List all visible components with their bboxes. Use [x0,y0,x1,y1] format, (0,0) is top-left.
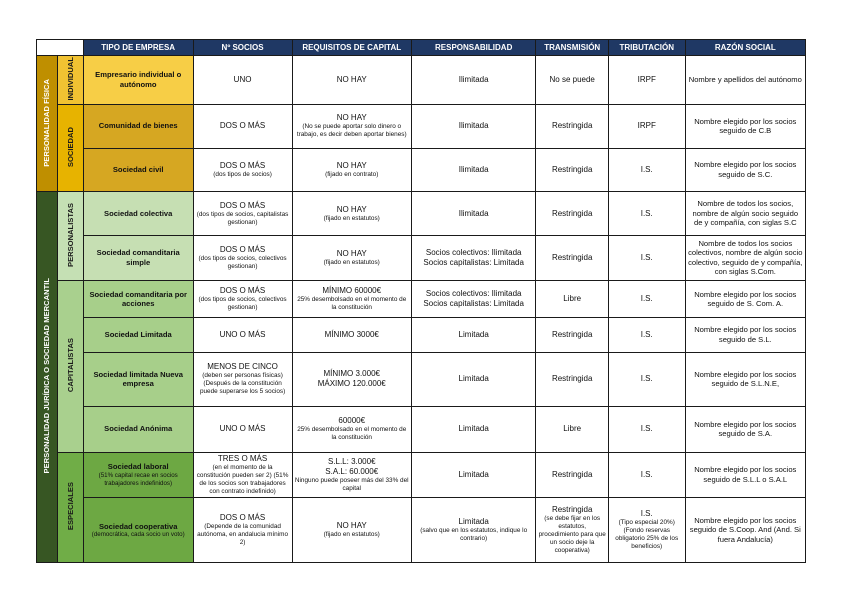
cell-socios-value: DOS O MÁS [219,286,266,296]
cell-tributacion-value: I.S. [640,252,653,262]
cell-tributacion [608,148,685,192]
cell-capital [292,498,411,563]
cell-responsabilidad [411,148,536,192]
cell-capital [292,148,411,192]
razon-social-text: Nombre y apellidos del autónomo [688,75,802,85]
cell-capital-value: NO HAY [336,74,367,84]
cell-socios [193,498,292,563]
cell-capital-value: 60000€ [338,416,366,426]
cell-socios-value: UNO [233,74,252,84]
tipo-label: Comunidad de bienes [98,121,178,131]
cell-transmision [536,148,608,192]
tipo-label: Sociedad laboral [107,462,169,472]
table-row [37,148,806,192]
cell-transmision [536,352,608,406]
cell-responsabilidad-value: Ilimitada [458,121,489,131]
cell-socios [193,452,292,498]
cell-tributacion [608,56,685,105]
company-types-table [36,39,806,563]
group-personalidad-juridica [37,192,58,563]
cell-responsabilidad [411,318,536,352]
cell-tributacion-value: I.S. [640,294,653,304]
cell-capital [292,406,411,452]
cell-responsabilidad [411,406,536,452]
cell-razon-social [685,148,805,192]
cell-razon-social [685,104,805,148]
cell-transmision [536,192,608,236]
table-row [37,56,806,105]
cell-tipo-empresa [83,56,193,105]
cell-capital-value: NO HAY [336,204,367,214]
tipo-label: Sociedad limitada Nueva empresa [93,369,183,389]
cell-tributacion [608,452,685,498]
cell-responsabilidad-value: Limitada [458,424,489,434]
cell-razon-social [685,318,805,352]
cell-socios-value: TRES O MÁS [217,453,268,463]
cell-socios-value: UNO O MÁS [219,424,266,434]
razon-social-text: Nombre elegido por los socios seguido de S. Com. A. [694,289,797,309]
cell-responsabilidad [411,236,536,281]
tipo-label: Sociedad Limitada [104,330,172,340]
cell-responsabilidad-value: Limitada [458,374,489,384]
table-row [37,318,806,352]
cell-razon-social [685,406,805,452]
table-row [37,406,806,452]
cell-capital-note: (fijado en contrato) [325,170,379,178]
tipo-label: Sociedad Anónima [104,424,173,434]
cell-transmision-value: Restringida [551,164,593,174]
cell-razon-social [685,192,805,236]
table-row [37,352,806,406]
subgroup-sociedad [58,104,84,191]
cell-socios-note: (dos tipos de socios) [213,170,272,178]
cell-razon-social [685,352,805,406]
razon-social-text: Nombre elegido por los socios seguido de S.L.N.E, [694,369,797,389]
cell-tributacion-value: IRPF [637,121,656,131]
cell-socios [193,406,292,452]
subgroup-personalistas-label: PERSONALISTAS [65,202,75,267]
razon-social-text: Nombre elegido por los socios seguido de S.L. [694,325,797,344]
cell-transmision-note: (se debe fijar en los estatutos, procedimiento para que un socio deje la cooperativa) [538,515,606,555]
cell-tributacion-value: I.S. [640,424,653,434]
cell-tributacion [608,318,685,352]
cell-capital-note: 25% desembolsado en el momento de la constitución [297,296,407,312]
cell-capital [292,280,411,317]
cell-tributacion [608,498,685,563]
cell-capital-value: NO HAY [336,160,367,170]
cell-responsabilidad [411,498,536,563]
razon-social-text: Nombre elegido por los socios seguido de S.A. [694,419,797,439]
cell-responsabilidad [411,56,536,105]
header-capital: REQUISITOS DE CAPITAL [292,40,411,56]
cell-razon-social [685,56,805,105]
cell-tributacion [608,236,685,281]
cell-socios-value: DOS O MÁS [219,160,266,170]
cell-socios-value: DOS O MÁS [219,244,266,254]
cell-socios-value: DOS O MÁS [219,121,266,131]
tipo-note: (51% capital recae en socios trabajadores indefinidos) [98,471,178,487]
cell-transmision [536,280,608,317]
cell-socios [193,56,292,105]
cell-socios-value: MENOS DE CINCO [207,362,278,372]
cell-tributacion-value: I.S. [640,164,653,174]
cell-socios [193,148,292,192]
table-row [37,236,806,281]
cell-tipo-empresa [83,192,193,236]
cell-transmision [536,406,608,452]
header-tributacion: TRIBUTACIÓN [608,40,685,56]
tipo-label: Sociedad civil [112,165,164,175]
cell-transmision-value: No se puede [549,74,595,84]
header-transmision: TRANSMISIÓN [536,40,608,56]
cell-tributacion-note: (Tipo especial 20%) (Fondo reservas obligatorio 25% de los beneficios) [615,519,679,551]
cell-socios-value: DOS O MÁS [219,513,266,523]
cell-socios [193,104,292,148]
razon-social-text: Nombre elegido por los socios seguido de S.C. [694,160,797,179]
cell-tributacion [608,352,685,406]
tipo-label: Sociedad cooperativa [98,521,178,531]
cell-tributacion [608,104,685,148]
tipo-label: Sociedad comanditaria simple [96,248,180,267]
cell-socios-note: (dos tipos de socios, colectivos gestionan) [198,254,287,270]
cell-transmision [536,498,608,563]
cell-capital-note: 25% desembolsado en el momento de la constitución [297,426,407,442]
cell-transmision-value: Restringida [551,505,593,515]
cell-socios-note: (en el momento de la constitución pueden ser 2) (51% de los socios son trabajadores con contrato indefinido) [196,463,289,495]
table-row [37,280,806,317]
cell-razon-social [685,498,805,563]
cell-tributacion-value: IRPF [637,74,656,84]
subgroup-especiales [58,452,84,562]
cell-tipo-empresa [83,452,193,498]
cell-capital [292,236,411,281]
cell-capital [292,192,411,236]
cell-transmision [536,318,608,352]
cell-tributacion-value: I.S. [640,469,653,479]
cell-transmision-value: Libre [563,424,582,434]
group-personalidad-juridica-label: PERSONALIDAD JURÍDICA O SOCIEDAD MERCANTIL [42,278,52,474]
subgroup-capitalistas-label: CAPITALISTAS [65,337,75,392]
cell-transmision-value: Restringida [551,252,593,262]
cell-capital [292,318,411,352]
table-row [37,104,806,148]
cell-capital-value: S.L.L: 3.000€ S.A.L: 60.000€ [325,456,379,476]
tipo-label: Sociedad colectiva [104,208,173,218]
cell-responsabilidad-note: (salvo que en los estatutos, indique lo contrario) [420,527,528,543]
cell-tipo-empresa [83,406,193,452]
cell-capital-note: (No se puede aportar solo dinero o trabajo, es decir deben aportar bienes) [296,123,407,139]
cell-socios [193,318,292,352]
cell-responsabilidad-value: Ilimitada [458,208,489,218]
cell-transmision-value: Restringida [551,208,593,218]
cell-transmision [536,236,608,281]
cell-responsabilidad [411,352,536,406]
cell-tributacion [608,280,685,317]
cell-capital-value: NO HAY [336,521,367,531]
cell-capital [292,452,411,498]
cell-responsabilidad-value: Limitada [458,469,489,479]
cell-capital-value: MÍNIMO 3000€ [324,329,379,339]
cell-tipo-empresa [83,280,193,317]
razon-social-text: Nombre elegido por los socios seguido de C.B [694,116,797,136]
cell-capital [292,352,411,406]
cell-responsabilidad [411,104,536,148]
subgroup-personalistas [58,192,84,280]
cell-capital-value: NO HAY [336,113,367,123]
cell-tributacion-value: I.S. [640,208,653,218]
razon-social-text: Nombre de todos los socios, nombre de algún socio seguido de y compañía, con siglas S.C [692,199,799,228]
cell-tributacion-value: I.S. [640,374,653,384]
cell-socios [193,192,292,236]
cell-capital-note: (fijado en estatutos) [323,214,380,222]
cell-responsabilidad-value: Ilimitada [458,74,489,84]
cell-socios-note: (dos tipos de socios, colectivos gestionan) [198,296,287,312]
razon-social-text: Nombre de todos los socios colectivos, nombre de algún socio colectivo, seguido de y compañía, con siglas S.Com. [688,238,803,277]
cell-responsabilidad [411,452,536,498]
cell-responsabilidad [411,280,536,317]
cell-transmision [536,104,608,148]
cell-tipo-empresa [83,236,193,281]
table-row [37,192,806,236]
cell-tipo-empresa [83,148,193,192]
cell-transmision-value: Restringida [551,329,593,339]
cell-tributacion [608,192,685,236]
cell-socios-note: (Depende de la comunidad autónoma, en andalucia mínimo 2) [197,523,289,547]
tipo-note: (democrática, cada socio un voto) [91,531,185,539]
table-row [37,498,806,563]
subgroup-individual [58,56,84,105]
table-row [37,452,806,498]
cell-responsabilidad [411,192,536,236]
cell-capital-value: MÍNIMO 3.000€ MÁXIMO 120.000€ [317,369,386,389]
cell-tipo-empresa [83,498,193,563]
cell-socios [193,280,292,317]
cell-razon-social [685,452,805,498]
cell-transmision [536,56,608,105]
cell-tributacion-value: I.S. [640,329,653,339]
header-row [37,40,806,56]
subgroup-individual-label: INDIVIDUAL [65,56,75,101]
tipo-label: Sociedad comanditaria por acciones [89,289,187,309]
cell-responsabilidad-value: Socios colectivos: Ilimitada Socios capitalistas: Limitada [423,247,524,267]
cell-capital [292,56,411,105]
tipo-label: Empresario individual o autónomo [95,70,182,89]
cell-responsabilidad-value: Ilimitada [458,164,489,174]
header-tipo: TIPO DE EMPRESA [83,40,193,56]
cell-capital-value: MÍNIMO 60000€ [322,286,382,296]
cell-socios [193,352,292,406]
subgroup-capitalistas [58,280,84,452]
subgroup-especiales-label: ESPECIALES [65,481,75,531]
cell-transmision [536,452,608,498]
cell-socios-note: (deben ser personas físicas) (Después de la constitución puede superarse los 5 socios) [199,372,286,396]
cell-tipo-empresa [83,352,193,406]
cell-responsabilidad-value: Limitada [458,329,489,339]
cell-capital-note: Ninguno puede poseer más del 33% del capital [294,476,409,492]
cell-responsabilidad-value: Socios colectivos: Ilimitada Socios capitalistas: Limitada [423,289,524,309]
cell-socios-note: (dos tipos de socios, capitalistas gestionan) [196,210,289,226]
cell-tipo-empresa [83,318,193,352]
cell-capital-value: NO HAY [336,248,367,258]
cell-transmision-value: Restringida [551,469,593,479]
cell-transmision-value: Libre [563,294,582,304]
razon-social-text: Nombre elegido por los socios seguido de S.L.L o S.A.L [694,465,797,484]
cell-tributacion [608,406,685,452]
cell-capital [292,104,411,148]
header-socios: Nº SOCIOS [193,40,292,56]
cell-socios-value: DOS O MÁS [219,200,266,210]
cell-socios [193,236,292,281]
cell-transmision-value: Restringida [551,121,593,131]
header-corner [37,40,84,56]
header-responsabilidad: RESPONSABILIDAD [411,40,536,56]
cell-responsabilidad-value: Limitada [458,517,489,527]
cell-capital-note: (fijado en estatutos) [323,258,380,266]
header-razon-social: RAZÓN SOCIAL [685,40,805,56]
razon-social-text: Nombre elegido por los socios seguido de S.Coop. And (And. Si fuera Andalucía) [689,515,801,544]
cell-razon-social [685,236,805,281]
subgroup-sociedad-label: SOCIEDAD [65,126,75,167]
group-personalidad-fisica [37,56,58,192]
cell-tributacion-value: I.S. [640,509,653,519]
cell-razon-social [685,280,805,317]
cell-transmision-value: Restringida [551,374,593,384]
cell-capital-note: (fijado en estatutos) [323,531,380,539]
cell-socios-value: UNO O MÁS [219,329,266,339]
group-personalidad-fisica-label: PERSONALIDAD FÍSICA [42,78,52,167]
cell-tipo-empresa [83,104,193,148]
